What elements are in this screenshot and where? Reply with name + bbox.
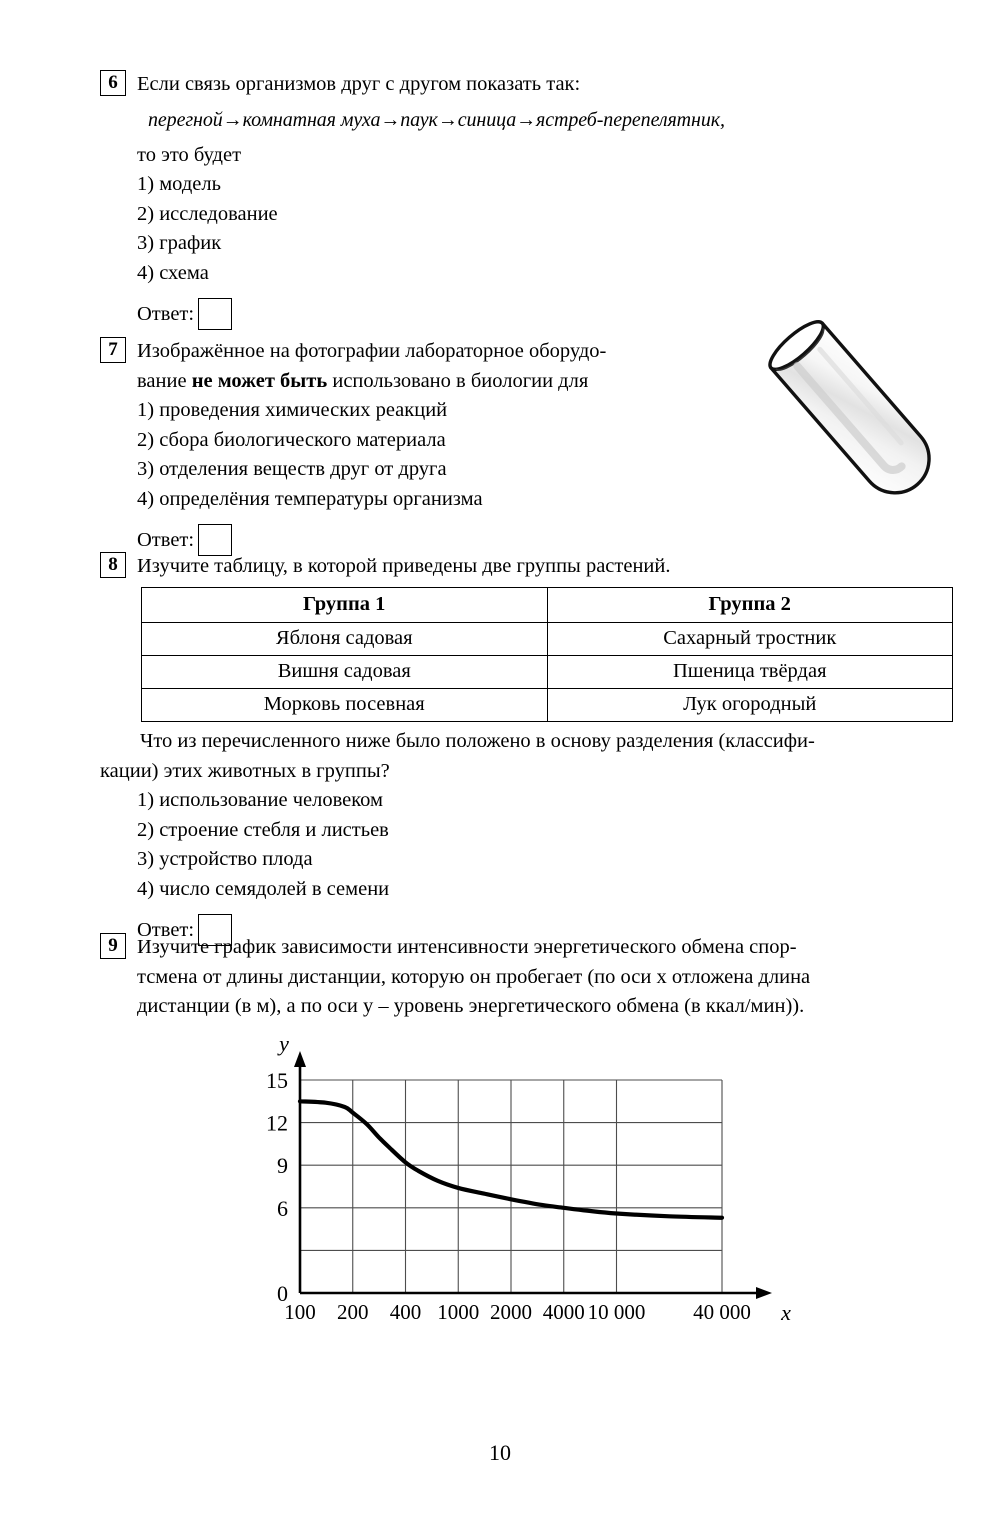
question-7-prompt-part-b: использовано в биологии для	[327, 369, 589, 392]
chart-y-axis-label: y	[279, 1031, 289, 1056]
table-cell-group2-row2: Пшеница твёрдая	[547, 656, 953, 689]
table-cell-group1-row2: Вишня садовая	[142, 656, 548, 689]
plant-groups-table	[141, 587, 953, 722]
question-6-option-4[interactable]: 4) схема	[137, 261, 209, 284]
chart-y-tick-label: 0	[277, 1281, 288, 1306]
chart-gridlines	[300, 1080, 722, 1293]
chart-x-tick-label: 4000	[542, 1300, 585, 1324]
question-8-sub	[100, 727, 960, 946]
question-6-option-3[interactable]: 3) график	[137, 232, 222, 254]
page-number: 10	[489, 1440, 511, 1465]
question-8-prompt: Изучите таблицу, в которой приведены две группы растений.	[137, 555, 671, 577]
chart-svg	[240, 1025, 820, 1365]
question-8-option-3[interactable]: 3) устройство плода	[137, 848, 313, 870]
table-cell-group2-row3: Лук огородный	[547, 689, 953, 722]
table-header-group-2: Группа 2	[547, 588, 953, 623]
question-8-option-4[interactable]: 4) число семядолей в семени	[137, 877, 390, 900]
question-8-subprompt-line-2: кации) этих животных в группы?	[100, 759, 390, 782]
question-7-option-1[interactable]: 1) проведения химических реакций	[137, 399, 448, 421]
table-cell-group2-row1: Сахарный тростник	[547, 623, 953, 656]
chart-y-tick-label: 15	[266, 1068, 288, 1093]
question-7	[100, 337, 740, 556]
table-header-group-1: Группа 1	[142, 588, 548, 623]
chart-x-tick-label: 400	[389, 1300, 422, 1324]
question-9-number: 9	[100, 933, 126, 959]
table-header-row	[142, 588, 953, 623]
chart-x-tick-label: 40 000	[693, 1300, 751, 1324]
question-7-prompt-line-1: Изображённое на фотографии лабораторное оборудо-	[137, 340, 607, 362]
question-9-prompt-line-2: тсмена от длины дистанции, которую он пробегает (по оси х отложена длина	[137, 965, 811, 988]
test-tube-icon	[745, 305, 970, 525]
table-row	[142, 689, 953, 722]
chart-y-tick-label: 12	[266, 1110, 288, 1136]
question-7-option-2[interactable]: 2) сбора биологического материала	[137, 428, 446, 451]
table-row	[142, 656, 953, 689]
question-8	[100, 552, 960, 582]
question-9	[100, 933, 970, 1022]
question-8-option-1[interactable]: 1) использование человеком	[137, 789, 383, 811]
question-7-prompt-line-2	[137, 367, 740, 397]
chart-x-tick-label: 1000	[437, 1300, 480, 1324]
question-7-option-3[interactable]: 3) отделения веществ друг от друга	[137, 458, 447, 480]
chart-x-axis-label: x	[781, 1300, 791, 1325]
question-8-subprompt-line-1: Что из перечисленного ниже было положено в основу разделения (классифи-	[140, 730, 815, 752]
chart-y-axis-arrow	[294, 1051, 306, 1067]
question-7-number: 7	[100, 337, 126, 363]
question-6	[100, 70, 930, 330]
test-tube-illustration	[745, 305, 970, 525]
table-cell-group1-row3: Морковь посевная	[142, 689, 548, 722]
question-6-number: 6	[100, 70, 126, 96]
question-9-prompt-line-3: дистанции (в м), а по оси у – уровень энергетического обмена (в ккал/мин)).	[137, 995, 805, 1017]
chart-x-tick-label: 2000	[490, 1300, 532, 1324]
question-8-number: 8	[100, 552, 126, 578]
chart-x-axis-arrow	[756, 1287, 772, 1299]
question-9-prompt-line-1: Изучите график зависимости интенсивности энергетического обмена спор-	[137, 936, 797, 958]
question-8-answer-label: Ответ:	[137, 918, 195, 941]
chart-tick-labels	[266, 1031, 791, 1325]
question-6-answer-label: Ответ:	[137, 302, 195, 325]
energy-exchange-chart	[240, 1025, 820, 1365]
question-7-option-4[interactable]: 4) определёния температуры организма	[137, 487, 483, 510]
question-6-prompt: Если связь организмов друг с другом показать так:	[137, 73, 581, 95]
chart-x-tick-label: 200	[337, 1300, 369, 1324]
chart-x-tick-label: 100	[284, 1300, 316, 1324]
question-6-lead: то это будет	[137, 143, 242, 166]
question-6-option-2[interactable]: 2) исследование	[137, 202, 278, 225]
question-7-prompt-part-a: вание	[137, 369, 192, 392]
question-7-prompt-negation: не может быть	[191, 369, 328, 392]
question-6-answer-box[interactable]	[198, 298, 232, 330]
chart-x-tick-label: 10 000	[587, 1300, 646, 1324]
question-7-answer-label: Ответ:	[137, 528, 195, 551]
question-6-option-1[interactable]: 1) модель	[137, 173, 221, 195]
table-row	[142, 623, 953, 656]
chart-axes	[294, 1051, 772, 1299]
question-8-option-2[interactable]: 2) строение стебля и листьев	[137, 818, 389, 841]
table-cell-group1-row1: Яблоня садовая	[142, 623, 548, 656]
question-6-food-chain: перегной→комнатная муха→паук→синица→ястреб-перепелятник,	[148, 108, 725, 131]
chart-y-tick-label: 9	[277, 1153, 288, 1179]
chart-y-tick-label: 6	[277, 1195, 288, 1221]
